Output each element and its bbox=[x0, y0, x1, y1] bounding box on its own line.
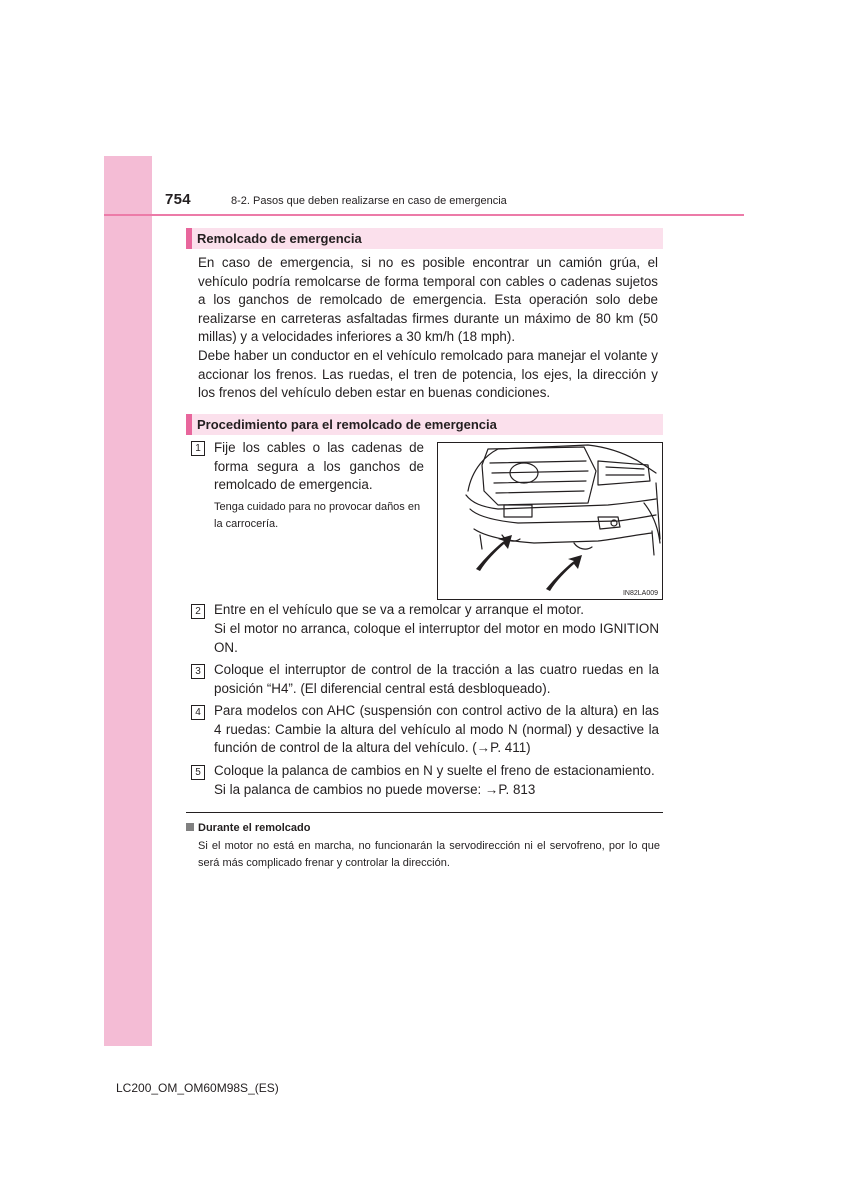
step-number: 2 bbox=[191, 604, 205, 619]
section-accent bbox=[186, 414, 192, 435]
step-text: Fije los cables o las cadenas de forma segura a los ganchos de remolcado de emergencia. bbox=[214, 440, 424, 492]
section-title: Procedimiento para el remolcado de emergencia bbox=[197, 417, 497, 432]
section-header-remolcado bbox=[186, 228, 663, 249]
header-divider bbox=[104, 214, 744, 216]
step-number: 4 bbox=[191, 705, 205, 720]
step-subtext: Si la palanca de cambios no puede moverse: →P. 813 bbox=[214, 782, 536, 797]
page-number: 754 bbox=[165, 191, 191, 208]
step-text: Para modelos con AHC (suspensión con control activo de la altura) en las 4 ruedas: Cambie la altura del vehículo al modo N (normal) y desactive la función de control de la altura del vehículo. (→P. 411) bbox=[214, 703, 659, 755]
figure-code: IN82LA009 bbox=[622, 590, 658, 597]
driver-paragraph: Debe haber un conductor en el vehículo remolcado para manejar el volante y accionar los frenos. Las ruedas, el tren de potencia, los ejes, la dirección y los frenos del vehículo deben estar en buenas condiciones. bbox=[198, 348, 658, 400]
step-text: Coloque el interruptor de control de la tracción a las cuatro ruedas en la posición “H4”. (El diferencial central está desbloqueado). bbox=[214, 662, 659, 696]
step-text: Entre en el vehículo que se va a remolcar y arranque el motor. bbox=[214, 602, 584, 617]
step-subtext: Si el motor no arranca, coloque el interruptor del motor en modo IGNITION ON. bbox=[214, 621, 659, 655]
note-heading-text: Durante el remolcado bbox=[198, 822, 311, 834]
footer-code: LC200_OM_OM60M98S_(ES) bbox=[116, 1081, 279, 1095]
square-bullet-icon bbox=[186, 823, 194, 831]
note-heading bbox=[186, 822, 310, 834]
section-divider bbox=[186, 812, 663, 813]
section-accent bbox=[186, 228, 192, 249]
tow-hook-figure bbox=[437, 442, 663, 600]
side-band bbox=[104, 156, 152, 1046]
chapter-title: 8-2. Pasos que deben realizarse en caso de emergencia bbox=[231, 195, 507, 207]
vehicle-front-icon bbox=[438, 443, 662, 599]
section-header-procedimiento bbox=[186, 414, 663, 435]
step-number: 1 bbox=[191, 441, 205, 456]
intro-paragraph: En caso de emergencia, si no es posible encontrar un camión grúa, el vehículo podría remolcarse de forma temporal con cables o cadenas sujetos a los ganchos de remolcado de emergencia. Esta operación solo debe realizarse en carreteras asfaltadas firmes durante un máximo de 80 km (50 millas) y a velocidades inferiores a 30 km/h (18 mph). bbox=[198, 255, 658, 344]
step-number: 3 bbox=[191, 664, 205, 679]
step-text: Coloque la palanca de cambios en N y suelte el freno de estacionamiento. bbox=[214, 763, 655, 778]
section-title: Remolcado de emergencia bbox=[197, 231, 362, 246]
step-note: Tenga cuidado para no provocar daños en la carrocería. bbox=[214, 501, 421, 530]
note-body: Si el motor no está en marcha, no funcionarán la servodirección ni el servofreno, por lo que será más complicado frenar y controlar la dirección. bbox=[198, 840, 660, 869]
step-number: 5 bbox=[191, 765, 205, 780]
